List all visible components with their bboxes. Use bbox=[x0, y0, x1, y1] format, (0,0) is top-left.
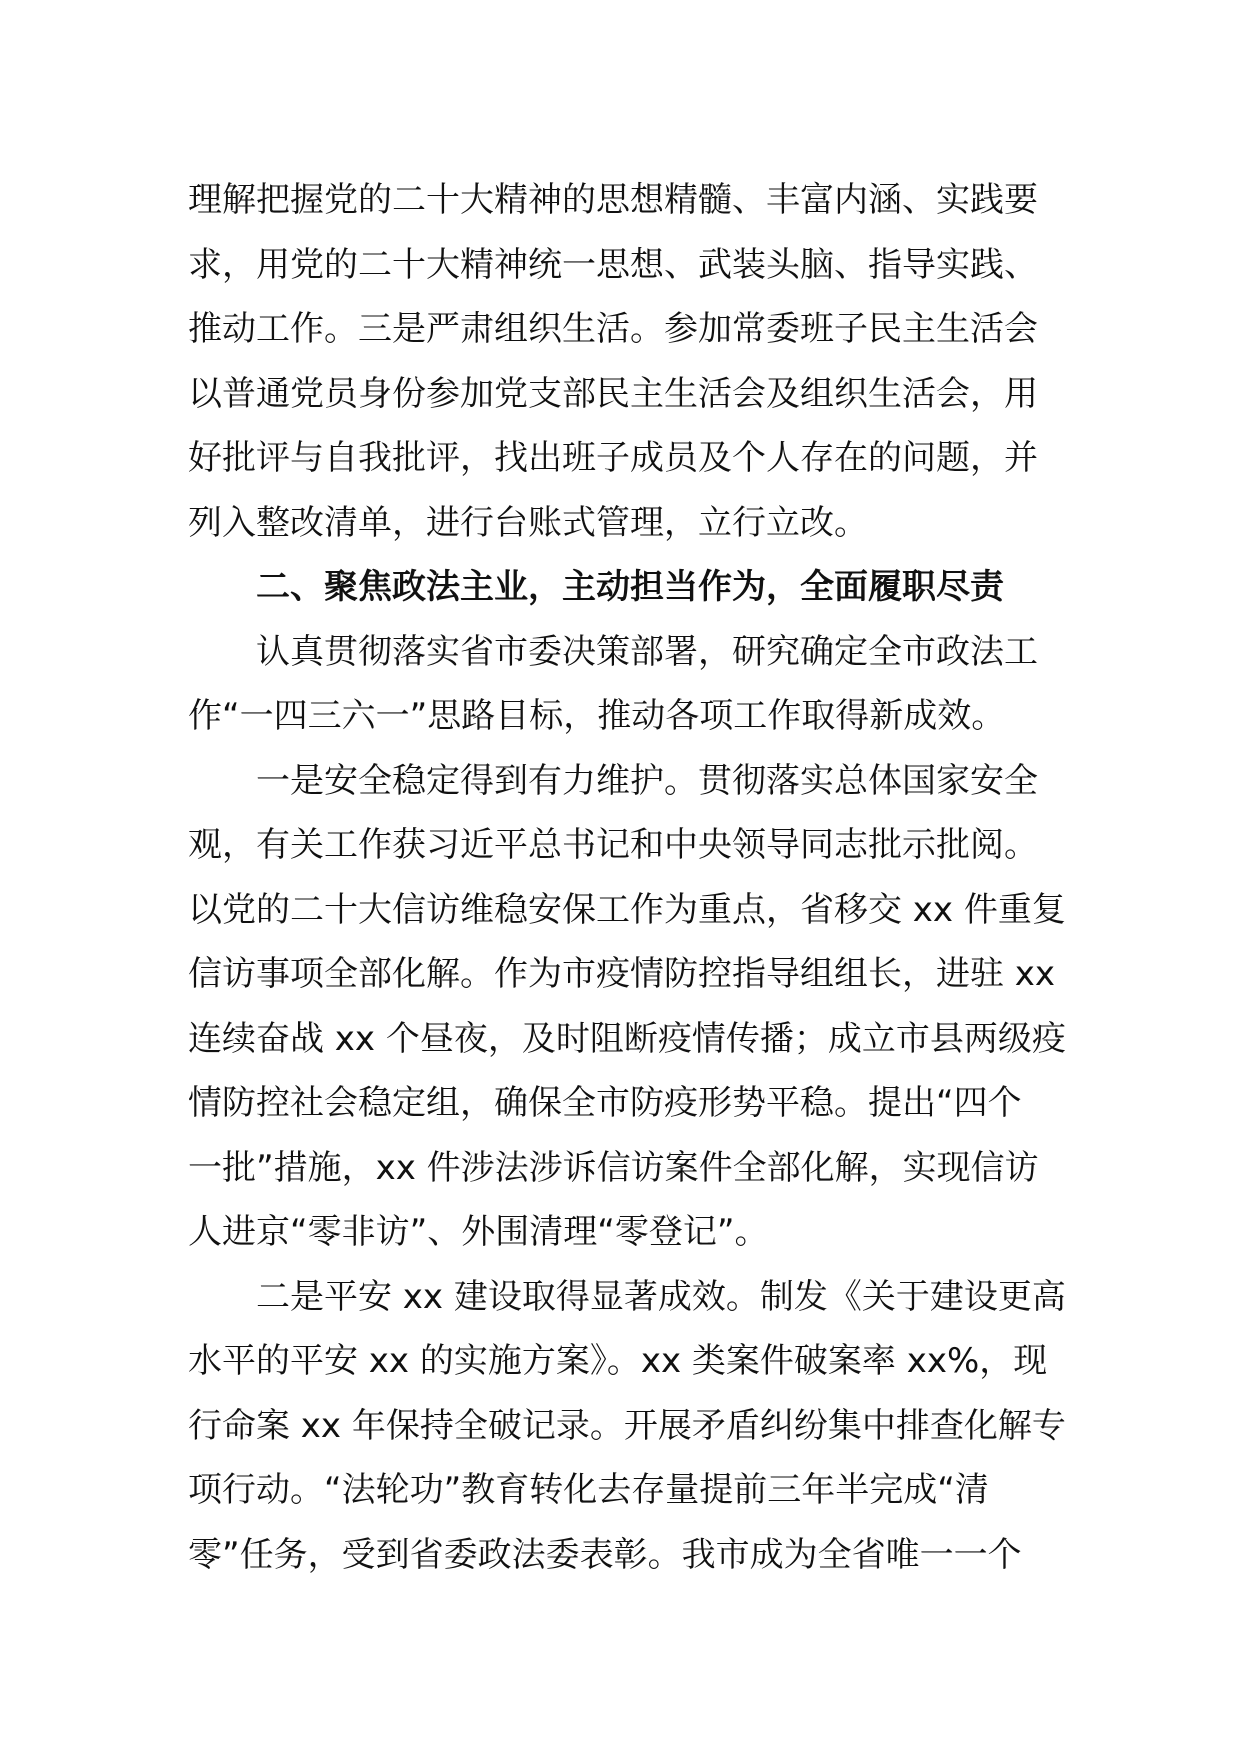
document-body bbox=[188, 168, 1066, 1587]
text-line: 人进京“零非访”、外围清理“零登记”。 bbox=[188, 1212, 769, 1252]
text-line: 项行动。“法轮功”教育转化去存量提前三年半完成“清 bbox=[188, 1470, 989, 1510]
text-line: 好批评与自我批评，找出班子成员及个人存在的问题，并 bbox=[188, 438, 1038, 478]
paragraph-first-line: 一是安全稳定得到有力维护。贯彻落实总体国家安全 bbox=[256, 760, 1038, 801]
text-line: 行命案 xx 年保持全破记录。开展矛盾纠纷集中排查化解专 bbox=[188, 1405, 1066, 1446]
text-line: 推动工作。三是严肃组织生活。参加常委班子民主生活会 bbox=[188, 309, 1038, 349]
paragraph-first-line: 二是平安 xx 建设取得显著成效。制发《关于建设更高 bbox=[256, 1276, 1066, 1317]
text-line: 一批”措施，xx 件涉法涉诉信访案件全部化解，实现信访 bbox=[188, 1147, 1039, 1188]
text-line: 零”任务，受到省委政法委表彰。我市成为全省唯一一个 bbox=[188, 1534, 1022, 1575]
text-line: 以普通党员身份参加党支部民主生活会及组织生活会，用 bbox=[188, 373, 1038, 414]
paragraph-first-line: 认真贯彻落实省市委决策部署，研究确定全市政法工 bbox=[256, 631, 1038, 672]
text-line: 观，有关工作获习近平总书记和中央领导同志批示批阅。 bbox=[188, 825, 1038, 865]
text-line: 情防控社会稳定组，确保全市防疫形势平稳。提出“四个 bbox=[188, 1083, 1022, 1123]
section-heading: 二、聚焦政法主业，主动担当作为，全面履职尽责 bbox=[256, 567, 1004, 607]
text-line: 连续奋战 xx 个昼夜，及时阻断疫情传播；成立市县两级疫 bbox=[188, 1018, 1066, 1059]
text-line: 求，用党的二十大精神统一思想、武装头脑、指导实践、 bbox=[188, 244, 1038, 285]
text-line: 以党的二十大信访维稳安保工作为重点，省移交 xx 件重复 bbox=[188, 889, 1066, 930]
text-line: 理解把握党的二十大精神的思想精髓、丰富内涵、实践要 bbox=[188, 180, 1038, 220]
text-line: 作“一四三六一”思路目标，推动各项工作取得新成效。 bbox=[188, 696, 1006, 736]
text-line: 信访事项全部化解。作为市疫情防控指导组组长，进驻 xx bbox=[188, 954, 1056, 994]
text-line: 水平的平安 xx 的实施方案》。xx 类案件破案率 xx%，现 bbox=[188, 1341, 1048, 1381]
text-line: 列入整改清单，进行台账式管理，立行立改。 bbox=[188, 502, 868, 543]
